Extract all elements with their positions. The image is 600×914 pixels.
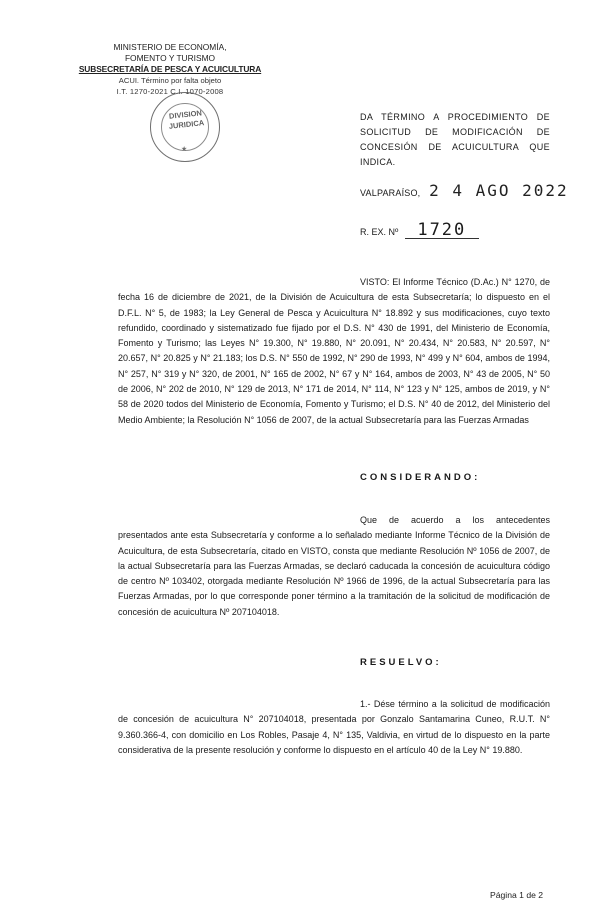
date-label: VALPARAÍSO, xyxy=(360,188,421,198)
resolution-number: 1720 xyxy=(405,222,479,239)
date-stamp: 2 4 AGO 2022 xyxy=(429,181,569,200)
visto-paragraph: VISTO: El Informe Técnico (D.Ac.) N° 1270, de fecha 16 de diciembre de 2021, de la División de Acuicultura de esta Subsecretaría; lo dispuesto en el D.F.L. N° 5, de 1983; la Ley General de Pesca y Acuicultura N° 18.892 y sus modificaciones, cuyo texto refundido, coordinado y sistematizado fue fijado por el D.S. N° 430 de 1991, del Ministerio de Economía, Fomento y Turismo; las Leyes N° 19.300, N° 19.880, N° 20.091, N° 20.434, N° 20.583, N° 20.597, N° 20.657, N° 20.825 y N° 21.183; los D.S. N° 550 de 1992, N° 290 de 1993, N° 499 y N° 604, ambos de 1994, N° 257, N° 319 y N° 320, de 2001, N° 165 de 2002, N° 67 y N° 164, ambos de 2003, N° 43 de 2005, N° 50 de 2006, N° 202 de 2010, N° 129 de 2013, N° 171 de 2014, N° 114, N° 123 y N° 125, ambos de 2019, y N° 58 de 2020 todos del Ministerio de Economía, Fomento y Turismo; el D.S. N° 40 de 2012, del Ministerio del Medio Ambiente; la Resolución N° 1056 de 2007, de la actual Subsecretaría para las Fuerzas Armadas xyxy=(118,277,550,425)
resolution-number-label: R. EX. Nº xyxy=(360,227,399,237)
resolution-subject: DA TÉRMINO A PROCEDIMIENTO DE SOLICITUD DE MODIFICACIÓN DE CONCESIÓN DE ACUICULTURA QUE INDICA. xyxy=(360,112,550,167)
technical-report-reference: I.T. 1270-2021 C.I. 1070-2008 xyxy=(116,87,224,96)
considerando-paragraph: Que de acuerdo a los antecedentes presentados ante esta Subsecretaría y conforme a lo señalado mediante Informe Técnico de la División de Acuicultura, de esta Subsecretaría, citado en VISTO, consta que mediante Resolución Nº 1056 de 2007, de la actual Subsecretaría para las Fuerzas Armadas, se declaró caducada la concesión de acuicultura código de centro Nº 103402, otorgada mediante Resolución Nº 1966 de 1996, de la actual Subsecretaría para las Fuerzas Armadas, por lo que corresponde poner término a la tramitación de la solicitud de modificación de concesión de acuicultura Nº 207104018. xyxy=(118,515,550,617)
date-line xyxy=(360,181,569,200)
file-reference: ACUI. Término por falta objeto xyxy=(118,76,222,85)
ministry-name-2: FOMENTO Y TURISMO xyxy=(124,53,216,63)
page-number: Página 1 de 2 xyxy=(490,890,544,900)
star-icon: ★ xyxy=(181,146,188,153)
resuelvo-heading: RESUELVO: xyxy=(360,657,442,668)
division-juridica-stamp xyxy=(150,92,220,162)
stamp-text-line-2: JURIDICA xyxy=(168,118,205,131)
ministry-name: MINISTERIO DE ECONOMÍA, xyxy=(113,42,227,52)
letterhead xyxy=(70,42,270,97)
subsecretaria-name: SUBSECRETARÍA DE PESCA Y ACUICULTURA xyxy=(78,64,262,74)
stamp-text-line-1: DIVISION xyxy=(168,108,203,121)
considerando-heading: CONSIDERANDO: xyxy=(360,472,481,483)
resuelvo-paragraph: 1.- Dése término a la solicitud de modificación de concesión de acuicultura N° 207104018, presentada por Gonzalo Santamarina Cuneo, R.U.T. N° 9.360.366-4, con domicilio en Los Robles, Pasaje 4, N° 135, Valdivia, en virtud de lo dispuesto en la parte considerativa de la presente resolución y conforme lo dispuesto en el artículo 40 de la Ley N° 19.880. xyxy=(118,699,550,755)
resolution-number-line xyxy=(360,222,479,239)
stamp-text xyxy=(150,106,222,133)
